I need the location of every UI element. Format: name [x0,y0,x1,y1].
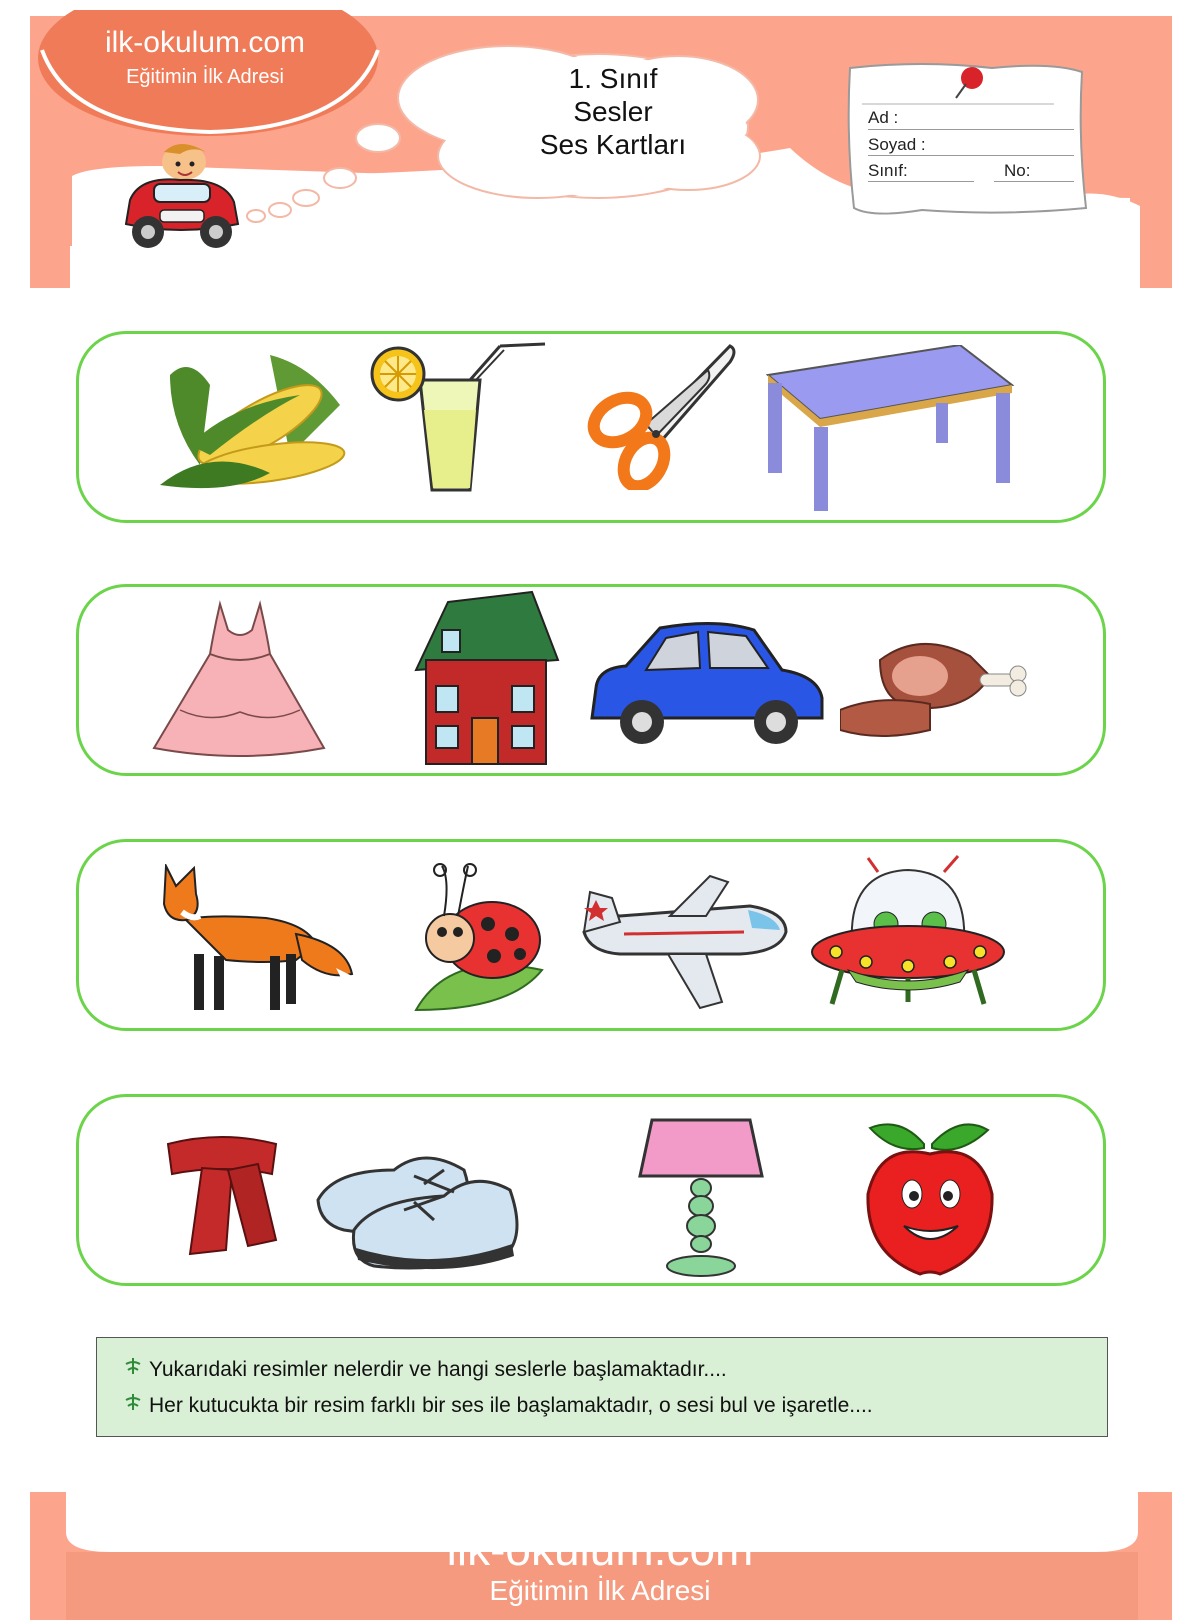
meat-icon [840,630,1030,742]
instruction-text-1: Yukarıdaki resimler nelerdir ve hangi seslerle başlamaktadır.... [149,1358,727,1381]
house-icon [412,590,562,768]
class-label: Sınıf: [868,161,908,180]
instruction-item-2 [123,1392,873,1418]
scarf-icon [162,1134,282,1260]
scissors-icon [580,340,740,490]
number-label: No: [1004,161,1031,180]
airplane-icon [580,872,790,1012]
worksheet-title-line-2: Sesler [573,96,653,127]
corn-icon [150,345,350,495]
lamp-icon [636,1116,766,1280]
lemonade-icon [370,340,550,500]
footer-title: ilk-okulum.com [446,1523,754,1575]
logo-subtitle: Eğitimin İlk Adresi [126,66,284,88]
kid-in-car-icon [120,140,244,258]
table-icon [760,345,1020,515]
logo-title: ilk-okulum.com [104,26,306,59]
name-line [868,129,1074,130]
surname-label: Soyad : [868,135,926,154]
ladybug-icon [410,860,550,1018]
instruction-box [96,1337,1108,1437]
ufo-icon [808,852,1008,1012]
leaf-bullet-icon [123,1356,149,1382]
number-line [994,181,1074,182]
leaf-bullet-icon [123,1392,149,1418]
surname-line [868,155,1074,156]
instruction-text-2: Her kutucukta bir resim farklı bir ses ile başlamaktadır, o sesi bul ve işaretle.... [149,1394,873,1417]
footer-subtitle: Eğitimin İlk Adresi [489,1575,711,1606]
dress-icon [150,600,330,760]
name-label: Ad : [868,108,899,127]
apple-icon [860,1114,1000,1280]
shoes-icon [314,1140,524,1274]
worksheet-title-line-3: Ses Kartları [539,129,687,160]
fox-icon [146,864,356,1012]
worksheet-title-line-1: 1. Sınıf [568,63,658,94]
instruction-item-1 [123,1356,727,1382]
car-icon [586,618,826,750]
class-line [868,181,974,182]
